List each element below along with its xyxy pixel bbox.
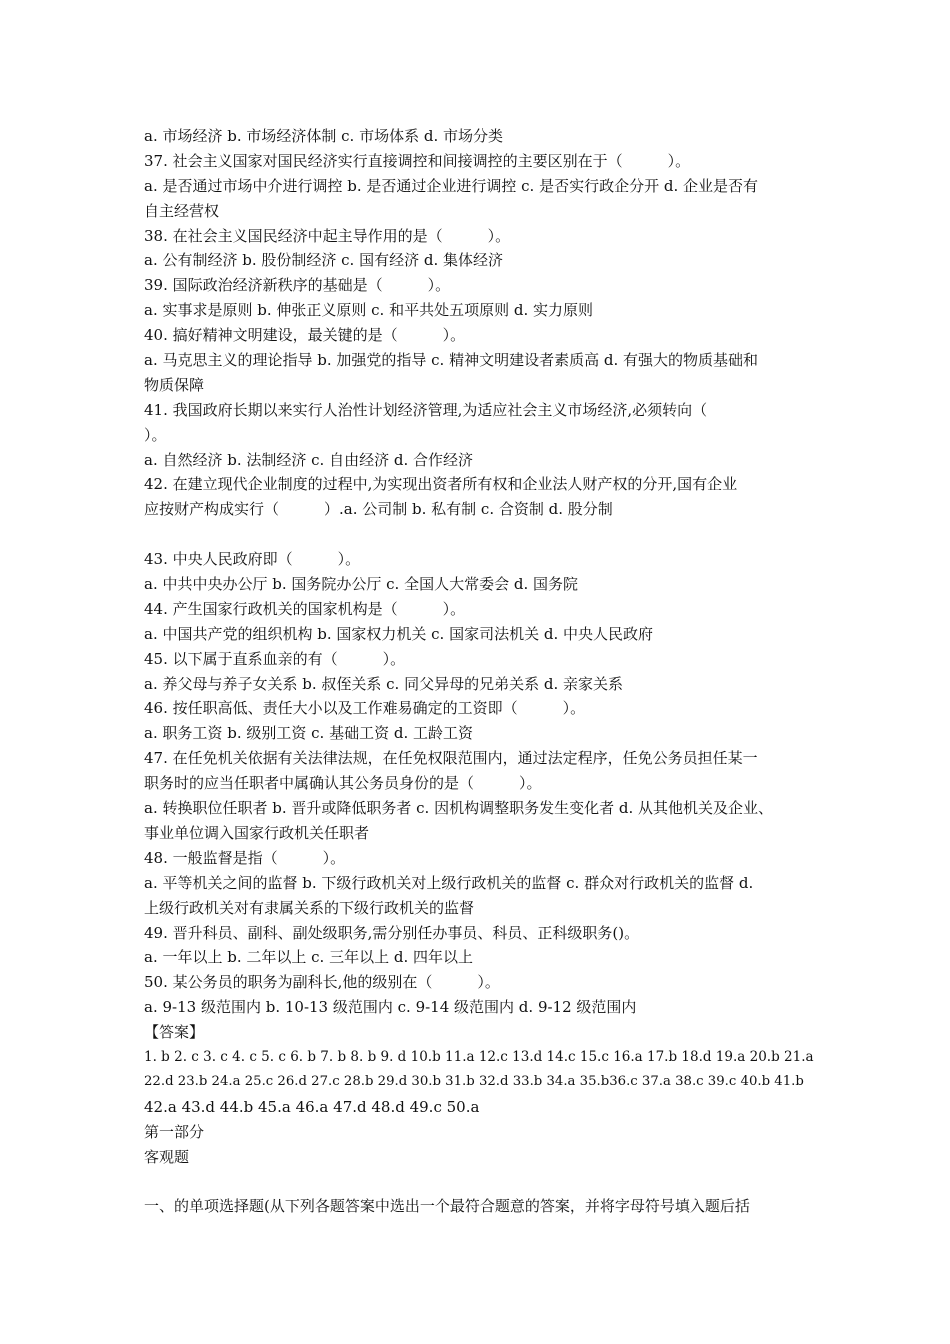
text-line: 40. 搞好精神文明建设，最关键的是（ ）。: [144, 326, 466, 345]
text-line: 1. b 2. c 3. c 4. c 5. c 6. b 7. b 8. b 9. d 10.b 11.a 12.c 13.d 14.c 15.c 16.a 17.b 18.d 19.a 20.b 21.a: [144, 1048, 814, 1065]
text-line: a. 中共中央办公厅 b. 国务院办公厅 c. 全国人大常委会 d. 国务院: [144, 575, 578, 594]
text-line: 22.d 23.b 24.a 25.c 26.d 27.c 28.b 29.d 30.b 31.b 32.d 33.b 34.a 35.b36.c 37.a 38.c 39.c 40.b 41.b: [144, 1073, 804, 1089]
text-line: 47. 在任免机关依据有关法律法规，在任免权限范围内，通过法定程序，任免公务员担任某一: [144, 749, 758, 768]
text-line: 49. 晋升科员、副科、副处级职务,需分别任办事员、科员、正科级职务()。: [144, 923, 640, 942]
text-line: 37. 社会主义国家对国民经济实行直接调控和间接调控的主要区别在于（ ）。: [144, 151, 691, 170]
text-line: 38. 在社会主义国民经济中起主导作用的是（ ）。: [144, 226, 511, 245]
text-line: 41. 我国政府长期以来实行人治性计划经济管理,为适应社会主义市场经济,必须转向（: [144, 400, 708, 419]
text-line: 43. 中央人民政府即（ ）。: [144, 550, 361, 569]
text-line: 42. 在建立现代企业制度的过程中,为实现出资者所有权和企业法人财产权的分开,国有企业: [144, 475, 738, 494]
text-line: a. 是否通过市场中介进行调控 b. 是否通过企业进行调控 c. 是否实行政企分开 d. 企业是否有: [144, 176, 759, 195]
blank-line: [144, 522, 814, 547]
text-line: 42.a 43.d 44.b 45.a 46.a 47.d 48.d 49.c 50.a: [144, 1097, 480, 1116]
text-line: a. 职务工资 b. 级别工资 c. 基础工资 d. 工龄工资: [144, 724, 473, 743]
text-line: 48. 一般监督是指（ ）。: [144, 848, 346, 867]
text-line: 事业单位调入国家行政机关任职者: [144, 823, 370, 842]
text-line: 45. 以下属于直系血亲的有（ ）。: [144, 649, 406, 668]
text-line: a. 9-13 级范围内 b. 10-13 级范围内 c. 9-14 级范围内 d. 9-12 级范围内: [144, 998, 637, 1017]
text-line: a. 自然经济 b. 法制经济 c. 自由经济 d. 合作经济: [144, 450, 473, 469]
text-line: a. 公有制经济 b. 股份制经济 c. 国有经济 d. 集体经济: [144, 251, 503, 270]
text-line: 第一部分: [144, 1122, 205, 1141]
text-line: a. 马克思主义的理论指导 b. 加强党的指导 c. 精神文明建设者素质高 d. 有强大的物质基础和: [144, 351, 759, 370]
text-line: 自主经营权: [144, 201, 220, 220]
text-line: a. 一年以上 b. 二年以上 c. 三年以上 d. 四年以上: [144, 948, 473, 967]
text-line: 职务时的应当任职者中属确认其公务员身份的是（ ）。: [144, 774, 542, 793]
text-line: a. 实事求是原则 b. 伸张正义原则 c. 和平共处五项原则 d. 实力原则: [144, 301, 593, 320]
text-line: 44. 产生国家行政机关的国家机构是（ ）。: [144, 599, 466, 618]
document-page: [144, 124, 814, 1219]
text-line: 【答案】: [144, 1023, 205, 1042]
text-line: 39. 国际政治经济新秩序的基础是（ ）。: [144, 276, 451, 295]
text-line: 一、的单项选择题(从下列各题答案中选出一个最符合题意的答案，并将字母符号填入题后括: [144, 1197, 750, 1216]
text-line: 50. 某公务员的职务为副科长,他的级别在（ ）。: [144, 973, 500, 992]
blank-line: [144, 1169, 814, 1194]
text-line: a. 转换职位任职者 b. 晋升或降低职务者 c. 因机构调整职务发生变化者 d. 从其他机关及企业、: [144, 799, 774, 818]
text-line: 上级行政机关对有隶属关系的下级行政机关的监督: [144, 898, 475, 917]
text-line: a. 养父母与养子女关系 b. 叔侄关系 c. 同父异母的兄弟关系 d. 亲家关系: [144, 674, 623, 693]
text-line: a. 中国共产党的组织机构 b. 国家权力机关 c. 国家司法机关 d. 中央人民政府: [144, 624, 653, 643]
text-line: 物质保障: [144, 375, 205, 394]
text-line: 客观题: [144, 1147, 190, 1166]
text-line: a. 市场经济 b. 市场经济体制 c. 市场体系 d. 市场分类: [144, 127, 503, 145]
text-line: 应按财产构成实行（ ）.a. 公司制 b. 私有制 c. 合资制 d. 股分制: [144, 500, 613, 519]
text-line: a. 平等机关之间的监督 b. 下级行政机关对上级行政机关的监督 c. 群众对行政机关的监督 d.: [144, 873, 754, 892]
text-line: 46. 按任职高低、责任大小以及工作难易确定的工资即（ ）。: [144, 699, 586, 718]
text-line: ）。: [144, 425, 167, 444]
